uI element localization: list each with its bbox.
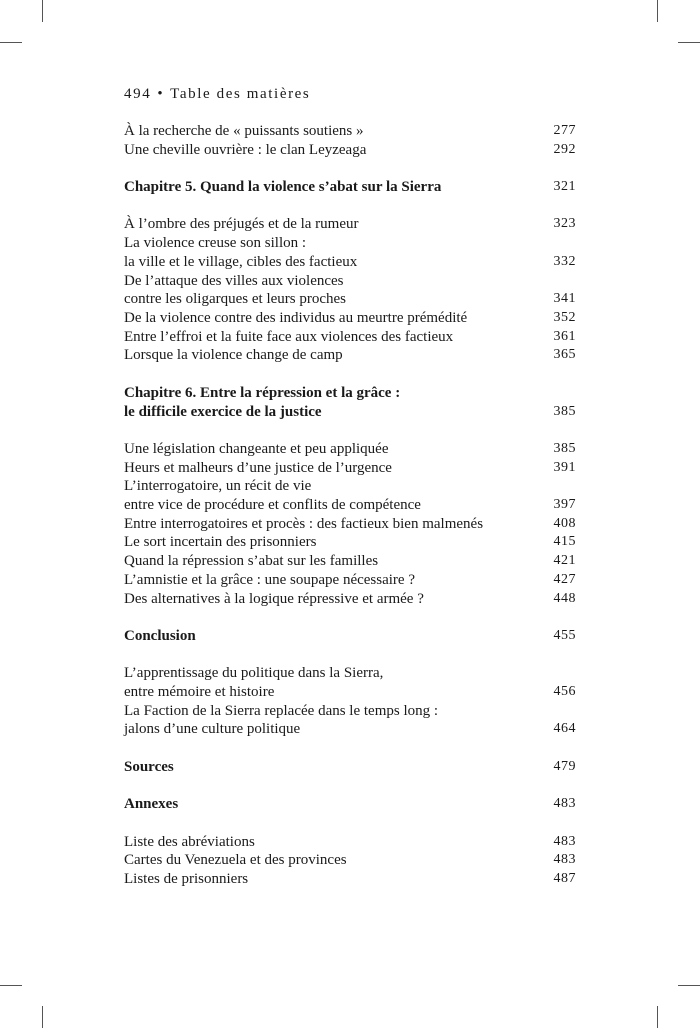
toc-entry-title <box>124 590 424 609</box>
toc-entry-title-line: contre les oligarques et leurs proches <box>124 291 347 308</box>
toc-entry-title <box>124 477 421 514</box>
toc-spacer <box>124 421 576 440</box>
toc-page-number: 321 <box>553 179 576 195</box>
toc-page-number: 455 <box>553 627 576 643</box>
toc-entry-title-line: entre mémoire et histoire <box>124 684 275 700</box>
toc-page-number: 361 <box>553 328 576 344</box>
toc-entry-title <box>124 215 359 234</box>
crop-mark-left-top <box>0 42 22 43</box>
toc-section-entry <box>124 122 576 141</box>
toc-entry-title-line: jalons d’une culture politique <box>124 721 301 738</box>
toc-entry-title <box>124 664 383 701</box>
toc-entry-title-line: L’amnistie et la grâce : une soupape nécessaire ? <box>124 571 415 588</box>
toc-entry-title-line: Des alternatives à la logique répressive et armée ? <box>124 590 424 607</box>
toc-section-entry <box>124 571 576 590</box>
toc-entry-title <box>124 515 483 534</box>
toc-page-number: 352 <box>553 310 576 325</box>
toc-entry-title <box>124 758 174 777</box>
toc-section-entry <box>124 477 576 514</box>
toc-page-number: 332 <box>553 253 576 269</box>
toc-section-entry <box>124 664 576 701</box>
toc-page-number: 415 <box>553 534 576 550</box>
crop-mark-bottom-left <box>42 1006 43 1028</box>
toc-page-number: 385 <box>553 440 576 456</box>
toc-entry-title <box>124 702 438 739</box>
toc-entry-title-line: Chapitre 6. Entre la répression et la grâce : <box>124 384 401 401</box>
toc-chapter-entry <box>124 795 576 814</box>
table-of-contents <box>124 122 576 889</box>
toc-page-number: 487 <box>553 870 576 886</box>
toc-entry-title-line: Le sort incertain des prisonniers <box>124 534 317 551</box>
toc-spacer <box>124 608 576 627</box>
toc-entry-title <box>124 309 467 328</box>
toc-section-entry <box>124 833 576 852</box>
toc-section-entry <box>124 552 576 571</box>
toc-section-entry <box>124 851 576 870</box>
toc-entry-title <box>124 571 415 590</box>
toc-entry-title <box>124 833 255 852</box>
toc-section-entry <box>124 515 576 534</box>
toc-page-number: 292 <box>553 141 576 157</box>
toc-section-entry <box>124 215 576 234</box>
toc-section-entry <box>124 870 576 889</box>
crop-mark-top-left <box>42 0 43 22</box>
toc-section-entry <box>124 459 576 478</box>
toc-entry-title-line: De l’attaque des villes aux violences <box>124 272 344 289</box>
page-number: 494 <box>124 86 152 102</box>
toc-section-entry <box>124 346 576 365</box>
toc-page-number: 397 <box>553 497 576 512</box>
toc-entry-title-line: Sources <box>124 758 174 775</box>
toc-section-entry <box>124 590 576 609</box>
toc-page-number: 421 <box>553 553 576 569</box>
toc-entry-title <box>124 440 388 459</box>
toc-page-number: 427 <box>553 571 576 587</box>
crop-mark-right-bottom <box>678 985 700 986</box>
toc-page-number: 483 <box>553 852 576 868</box>
toc-entry-title <box>124 795 178 814</box>
toc-page-number: 483 <box>553 796 576 812</box>
toc-entry-title-line: Heurs et malheurs d’une justice de l’urgence <box>124 459 392 476</box>
toc-entry-title-line: Entre l’effroi et la fuite face aux violences des factieux <box>124 328 454 345</box>
toc-spacer <box>124 159 576 178</box>
toc-section-entry <box>124 702 576 739</box>
running-header <box>124 86 310 103</box>
toc-entry-title-line: De la violence contre des individus au meurtre prémédité <box>124 310 468 326</box>
toc-page-number: 483 <box>553 833 576 849</box>
toc-entry-title-line: Quand la répression s’abat sur les familles <box>124 553 379 570</box>
toc-entry-title-line: Chapitre 5. Quand la violence s’abat sur la Sierra <box>124 179 442 196</box>
toc-entry-title-line: L’interrogatoire, un récit de vie <box>124 478 312 495</box>
toc-page-number: 408 <box>553 515 576 531</box>
toc-section-entry <box>124 328 576 347</box>
crop-mark-top-right <box>657 0 658 22</box>
toc-entry-title <box>124 346 343 365</box>
toc-section-entry <box>124 141 576 160</box>
toc-section-entry <box>124 234 576 271</box>
toc-entry-title-line: Une cheville ouvrière : le clan Leyzeaga <box>124 141 367 158</box>
toc-entry-title-line: La Faction de la Sierra replacée dans le temps long : <box>124 702 439 719</box>
toc-page-number: 323 <box>553 216 576 232</box>
toc-page-number: 391 <box>553 459 576 475</box>
toc-entry-title-line: Conclusion <box>124 627 196 644</box>
crop-mark-left-bottom <box>0 985 22 986</box>
toc-entry-title <box>124 122 364 141</box>
toc-chapter-entry <box>124 178 576 197</box>
toc-entry-title <box>124 459 392 478</box>
toc-spacer <box>124 365 576 384</box>
toc-entry-title-line: La violence creuse son sillon : <box>124 235 307 252</box>
toc-entry-title-line: L’apprentissage du politique dans la Sierra, <box>124 665 384 682</box>
toc-spacer <box>124 777 576 796</box>
running-title: Table des matières <box>170 86 311 102</box>
toc-entry-title <box>124 178 441 197</box>
toc-entry-title-line: Entre interrogatoires et procès : des factieux bien malmenés <box>124 515 484 532</box>
toc-entry-title-line: Liste des abréviations <box>124 833 255 850</box>
toc-entry-title-line: À la recherche de « puissants soutiens » <box>124 123 364 139</box>
toc-entry-title <box>124 627 196 646</box>
toc-entry-title <box>124 851 347 870</box>
toc-section-entry <box>124 533 576 552</box>
toc-entry-title <box>124 328 453 347</box>
toc-section-entry <box>124 309 576 328</box>
toc-entry-title-line: Lorsque la violence change de camp <box>124 347 343 364</box>
toc-entry-title-line: Listes de prisonniers <box>124 870 249 887</box>
toc-section-entry <box>124 272 576 309</box>
toc-entry-title <box>124 552 378 571</box>
toc-page-number: 277 <box>553 123 576 138</box>
crop-mark-bottom-right <box>657 1006 658 1028</box>
toc-spacer <box>124 814 576 833</box>
toc-page-number: 385 <box>553 403 576 419</box>
toc-page-number: 365 <box>553 347 576 363</box>
toc-entry-title-line: Annexes <box>124 796 179 813</box>
toc-entry-title <box>124 384 400 421</box>
toc-page-number: 464 <box>553 721 576 737</box>
crop-mark-right-top <box>678 42 700 43</box>
toc-entry-title-line: Cartes du Venezuela et des provinces <box>124 852 347 869</box>
toc-entry-title-line: la ville et le village, cibles des factieux <box>124 253 358 270</box>
toc-spacer <box>124 197 576 216</box>
toc-entry-title-line: le difficile exercice de la justice <box>124 403 322 420</box>
toc-page-number: 341 <box>553 291 576 307</box>
toc-entry-title-line: À l’ombre des préjugés et de la rumeur <box>124 216 359 233</box>
toc-section-entry <box>124 440 576 459</box>
toc-page-number: 448 <box>553 590 576 606</box>
toc-entry-title <box>124 533 316 552</box>
toc-spacer <box>124 646 576 665</box>
toc-entry-title-line: Une législation changeante et peu appliquée <box>124 440 389 457</box>
toc-entry-title-line: entre vice de procédure et conflits de compétence <box>124 497 421 513</box>
toc-entry-title <box>124 141 366 160</box>
toc-entry-title <box>124 870 248 889</box>
header-separator: • <box>157 86 165 102</box>
toc-spacer <box>124 739 576 758</box>
toc-chapter-entry <box>124 758 576 777</box>
toc-chapter-entry <box>124 627 576 646</box>
toc-chapter-entry <box>124 384 576 421</box>
toc-entry-title <box>124 272 346 309</box>
toc-page-number: 479 <box>553 758 576 774</box>
toc-entry-title <box>124 234 357 271</box>
toc-page-number: 456 <box>553 684 576 699</box>
